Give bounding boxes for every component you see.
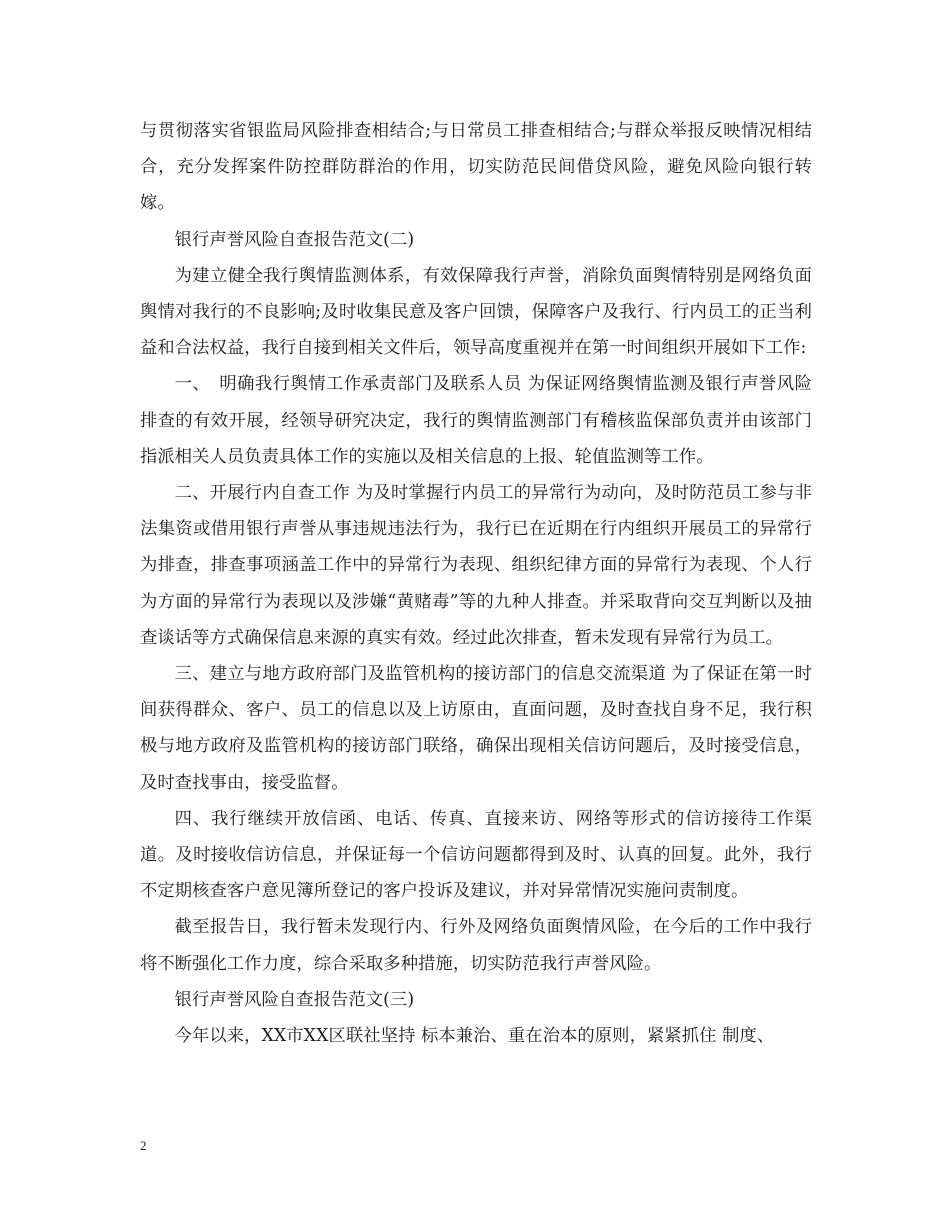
paragraph-continuation: 与贯彻落实省银监局风险排查相结合;与日常员工排查相结合;与群众举报反映情况相结合，充分发挥案件防控群防群治的作用，切实防范民间借贷风险，避免风险向银行转嫁。 (140, 121, 812, 214)
paragraph-item-4: 四、我行继续开放信函、电话、传真、直接来访、网络等形式的信访接待工作渠道。及时接收信访信息，并保证每一个信访问题都得到及时、认真的回复。此外，我行不定期核查客户意见簿所登记的客户投诉及建议，并对异常情况实施问责制度。 (140, 808, 812, 902)
document-body (140, 113, 812, 1054)
page-number: 2 (140, 1138, 147, 1153)
paragraph-section-3-start: 今年以来，XX市XX区联社坚持 标本兼治、重在治本的原则，紧紧抓住 制度、 (174, 1026, 775, 1047)
paragraph-item-1: 一、 明确我行舆情工作承责部门及联系人员 为保证网络舆情监测及银行声誉风险排查的有效开展，经领导研究决定，我行的舆情监测部门有稽核监保部负责并由该部门指派相关人员负责具体工作的实施以及相关信息的上报、轮值监测等工作。 (140, 374, 812, 467)
paragraph-conclusion: 截至报告日，我行暂未发现行内、行外及网络负面舆情风险，在今后的工作中我行将不断强化工作力度，综合采取多种措施，切实防范我行声誉风险。 (140, 917, 812, 974)
paragraph-item-3: 三、建立与地方政府部门及监管机构的接访部门的信息交流渠道 为了保证在第一时间获得群众、客户、员工的信息以及上访原由，直面问题，及时查找自身不足，我行积极与地方政府及监管机构的接访部门联络，确保出现相关信访问题后，及时接受信息，及时查找事由，接受监督。 (140, 664, 812, 793)
section-heading-3: 银行声誉风险自查报告范文(三) (174, 989, 415, 1010)
section-heading-2: 银行声誉风险自查报告范文(二) (174, 229, 415, 250)
paragraph-item-2: 二、开展行内自查工作 为及时掌握行内员工的异常行为动向，及时防范员工参与非法集资或借用银行声誉从事违规违法行为，我行已在近期在行内组织开展员工的异常行为排查，排查事项涵盖工作中的异常行为表现、组织纪律方面的异常行为表现、个人行为方面的异常行为表现以及涉嫌“黄赌毒”等的九种人排查。并采取背向交互判断以及抽查谈话等方式确保信息来源的真实有效。经过此次排查，暂未发现有异常行为员工。 (140, 483, 812, 648)
paragraph-intro: 为建立健全我行舆情监测体系，有效保障我行声誉，消除负面舆情特别是网络负面舆情对我行的不良影响;及时收集民意及客户回馈，保障客户及我行、行内员工的正当利益和合法权益，我行自接到相关文件后，领导高度重视并在第一时间组织开展如下工作: (140, 265, 812, 359)
